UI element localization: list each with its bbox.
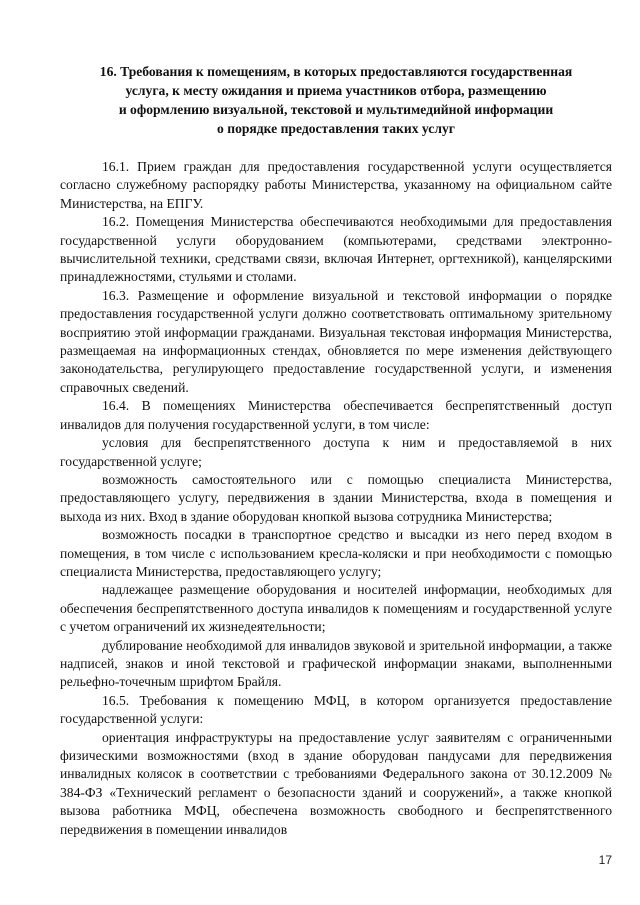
heading-line: 16. Требования к помещениям, в которых предоставляются государственная — [99, 64, 573, 79]
document-page — [60, 62, 612, 839]
paragraph-16-3: 16.3. Размещение и оформление визуальной и текстовой информации о порядке предоставления государственной услуги должно соответствовать оптимальному зрительному восприятию этой информации гражданами. Визуальная текстовая информация Министерства, размещаемая на информационных стендах, обновляется по мере изменения действующего законодательства, регулирующего предоставление государственной услуги, и изменения справочных сведений. — [60, 287, 612, 395]
paragraph-16-1: 16.1. Прием граждан для предоставления государственной услуги осуществляется согласно служебному распорядку работы Министерства, указанному на официальном сайте Министерства, на ЕПГУ. — [60, 159, 612, 211]
heading-line: и оформлению визуальной, текстовой и мультимедийной информации — [118, 102, 554, 117]
page-number: 17 — [598, 853, 612, 867]
list-item-duplication: дублирование необходимой для инвалидов звуковой и зрительной информации, а также надписей, знаков и иной текстовой и графической информации знаками, выполненными рельефно-точечным шрифтом Брайля. — [60, 637, 612, 690]
heading-line: услуга, к месту ожидания и приема участников отбора, размещению — [125, 83, 547, 98]
paragraph-16-2: 16.2. Помещения Министерства обеспечиваются необходимыми для предоставления государственной услуги оборудованием (компьютерами, средствами электронно-вычислительной техники, средствами связи, включая Интернет, оргтехникой), канцелярскими принадлежностями, стульями и столами. — [60, 214, 612, 285]
list-item-access-conditions: условия для беспрепятственного доступа к ним и предоставляемой в них государственной услуге; — [60, 435, 612, 469]
list-item-equipment: надлежащее размещение оборудования и носителей информации, необходимых для обеспечения беспрепятственного доступа инвалидов к помещениям и государственной услуге с учетом ограничений их жизнедеятельности; — [60, 582, 612, 635]
heading-line: о порядке предоставления таких услуг — [217, 121, 455, 136]
list-item-infrastructure: ориентация инфраструктуры на предоставление услуг заявителям с ограниченными физическими возможностями (вход в здание оборудован пандусами для передвижения инвалидных колясок в соответствии с требованиями Федерального закона от 30.12.2009 № 384-ФЗ «Технический регламент о безопасности зданий и сооружений», а также кнопкой вызова работника МФЦ, обеспечена возможность свободного и беспрепятственного передвижения в помещении инвалидов — [60, 729, 612, 837]
document-body — [60, 158, 612, 839]
section-heading — [60, 62, 612, 138]
list-item-transport: возможность посадки в транспортное средство и высадки из него перед входом в помещения, в том числе с использованием кресла-коляски и при необходимости с помощью специалиста Министерства, предоставляющего услугу; — [60, 527, 612, 579]
paragraph-16-5: 16.5. Требования к помещению МФЦ, в котором организуется предоставление государственной услуги: — [60, 692, 612, 727]
paragraph-16-4: 16.4. В помещениях Министерства обеспечивается беспрепятственный доступ инвалидов для получения государственной услуги, в том числе: — [60, 398, 612, 432]
list-item-movement: возможность самостоятельного или с помощью специалиста Министерства, предоставляющего услугу, передвижения в здании Министерства, входа в помещения и выхода из них. Вход в здание оборудован кнопкой вызова сотрудника Министерства; — [60, 471, 612, 524]
